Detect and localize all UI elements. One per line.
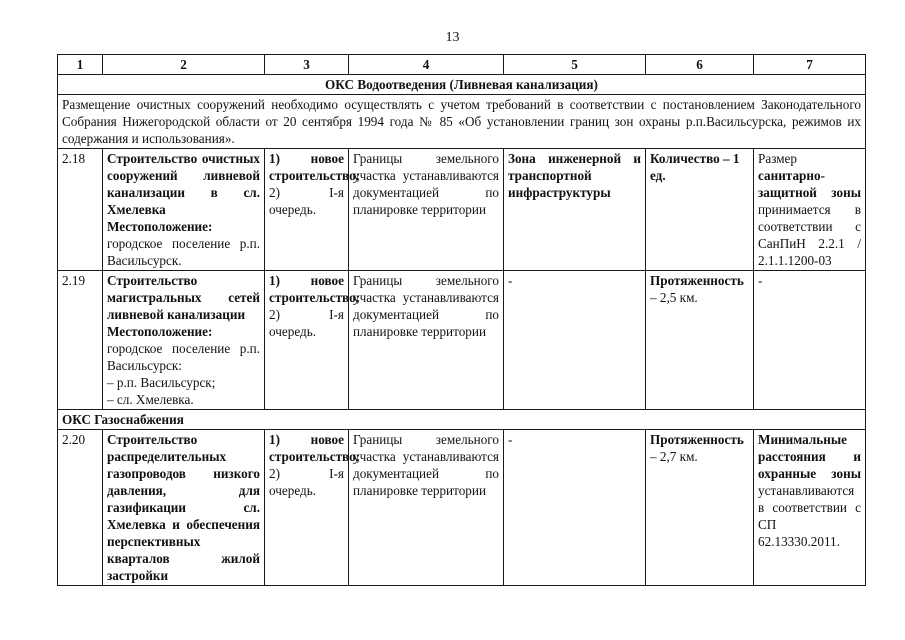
stage-cell — [265, 430, 361, 586]
column-header: 3 — [265, 55, 349, 75]
restriction-cell — [754, 430, 866, 586]
location-label: Местоположение: — [107, 219, 213, 234]
section-drainage-row — [58, 75, 866, 95]
restriction-cell: - — [754, 271, 866, 410]
restriction-prefix: Размер — [758, 151, 798, 166]
row-number: 2.20 — [58, 430, 103, 586]
section-gas-row — [58, 410, 866, 430]
location-label: Местоположение: — [107, 324, 213, 339]
object-cell — [103, 271, 265, 410]
parameter-label: Протяженность — [650, 432, 744, 447]
table-row — [58, 271, 866, 410]
stage-new: 1) новое строительство; — [269, 151, 361, 183]
stage-queue: 2) I-я очередь. — [269, 185, 344, 217]
location-text: городское поселение р.п. Васильсурск. — [107, 236, 260, 268]
object-name: Строительство магистральных сетей ливневой канализации — [107, 273, 260, 322]
restriction-text: устанавливаются в соответствии с СП 62.13330.2011. — [758, 483, 861, 549]
column-header: 1 — [58, 55, 103, 75]
row-number: 2.18 — [58, 149, 103, 271]
object-name: Строительство очистных сооружений ливневой канализации в сл. Хмелевка — [107, 151, 260, 217]
zone-cell: Зона инженерной и транспортной инфраструктуры — [504, 149, 646, 271]
column-header: 7 — [754, 55, 866, 75]
zone-cell: - — [504, 430, 646, 586]
page-number: 13 — [445, 30, 460, 45]
parameter-cell — [646, 271, 754, 410]
column-header: 4 — [349, 55, 504, 75]
column-header: 2 — [103, 55, 265, 75]
column-header: 5 — [504, 55, 646, 75]
stage-new: 1) новое строительство; — [269, 273, 361, 305]
drainage-note: Размещение очистных сооружений необходимо осуществлять с учетом требований в соответствии с постановлением Законодательного Собрания Нижегородской области от 20 сентября 1994 года № 85 «Об установлении границ зон охраны р.п.Васильсурска, режимов их содержания и использования». — [58, 95, 866, 149]
stage-queue: 2) I-я очередь. — [269, 307, 344, 339]
parameter-value: – 2,5 км. — [650, 290, 698, 305]
planning-table — [57, 54, 866, 586]
parameter-cell — [646, 430, 754, 586]
stage-cell — [265, 271, 361, 410]
boundaries-cell: Границы земельного участка устанавливаются документацией по планировке территории — [349, 271, 504, 410]
boundaries-cell: Границы земельного участка устанавливаются документацией по планировке территории — [349, 149, 504, 271]
column-header: 6 — [646, 55, 754, 75]
restriction-zone: Минимальные расстояния и охранные зоны — [758, 432, 861, 481]
restriction-cell — [754, 149, 866, 271]
drainage-note-row — [58, 95, 866, 149]
location-item: – сл. Хмелевка. — [107, 392, 194, 407]
restriction-text: принимается в соответствии с СанПиН 2.2.1 / 2.1.1.1200-03 — [758, 202, 861, 268]
boundaries-cell: Границы земельного участка устанавливаются документацией по планировке территории — [349, 430, 504, 586]
stage-new: 1) новое строительство; — [269, 432, 361, 464]
stage-cell — [265, 149, 361, 271]
parameter-label: Протяженность — [650, 273, 744, 288]
stage-queue: 2) I-я очередь. — [269, 466, 344, 498]
restriction-zone: санитарно-защитной зоны — [758, 168, 861, 200]
section-title-gas: ОКС Газоснабжения — [58, 410, 866, 430]
table-row — [58, 149, 866, 271]
location-text: городское поселение р.п. Васильсурск: — [107, 341, 260, 373]
parameter-cell: Количество – 1 ед. — [646, 149, 754, 271]
location-item: – р.п. Васильсурск; — [107, 375, 216, 390]
object-cell — [103, 149, 265, 271]
parameter-value: – 2,7 км. — [650, 449, 698, 464]
zone-cell: - — [504, 271, 646, 410]
object-cell: Строительство распределительных газопроводов низкого давления, для газификации сл. Хмелевка и обеспечения перспективных кварталов жилой застройки — [103, 430, 265, 586]
table-row — [58, 430, 866, 586]
section-title-drainage: ОКС Водоотведения (Ливневая канализация) — [58, 75, 866, 95]
column-number-row — [58, 55, 866, 75]
row-number: 2.19 — [58, 271, 103, 410]
